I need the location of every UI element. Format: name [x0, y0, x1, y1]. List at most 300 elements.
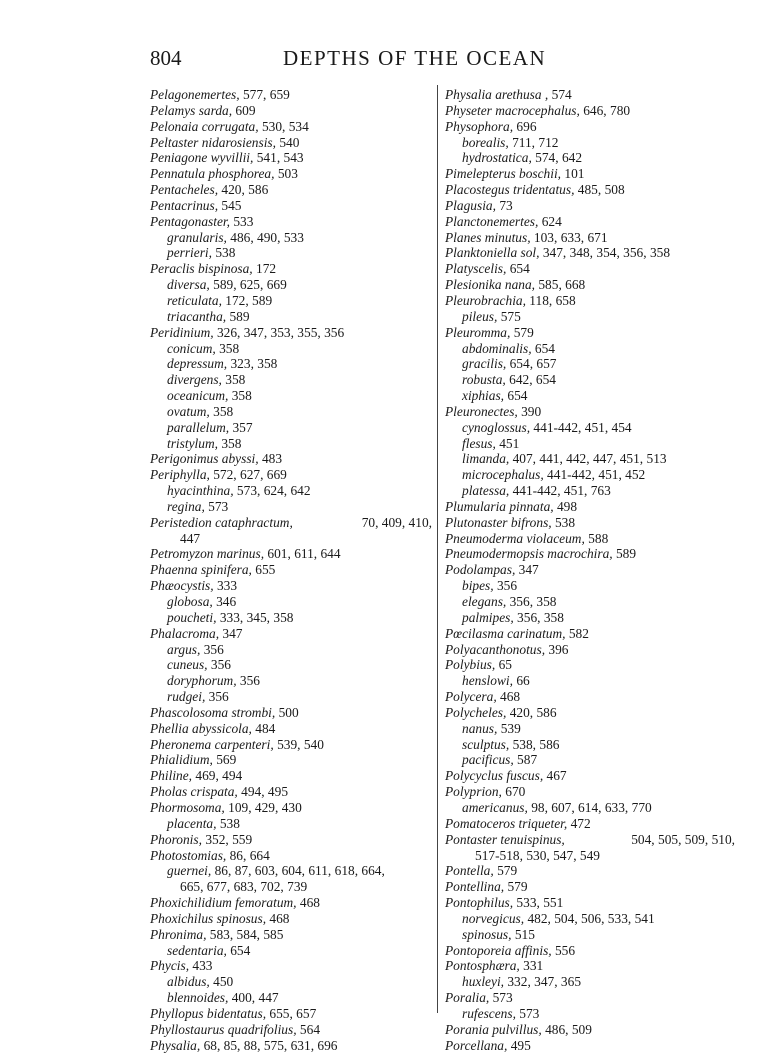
index-entry: [150, 467, 432, 483]
entry-term: Phoxichilidium femoratum,: [150, 895, 297, 911]
entry-term: Phronima,: [150, 926, 207, 942]
index-entry: [150, 103, 432, 119]
index-entry: [150, 1038, 432, 1053]
entry-pages: 588: [584, 530, 609, 546]
entry-pages: 579: [510, 324, 534, 340]
entry-term: Pelamys sarda,: [150, 102, 233, 118]
index-entry: [445, 657, 735, 673]
entry-pages: 358: [209, 403, 234, 419]
entry-pages: 356, 358: [506, 594, 557, 609]
index-entry: [150, 261, 432, 277]
entry-pages: 433: [189, 958, 213, 974]
entry-pages: 482, 504, 506, 533, 541: [524, 910, 655, 926]
index-entry: [150, 150, 432, 166]
index-entry: [445, 832, 735, 848]
index-subentry: [445, 483, 735, 499]
index-entry: [445, 531, 735, 547]
entry-pages: 468: [296, 895, 320, 911]
entry-term: Physophora,: [445, 118, 514, 134]
entry-pages: 579: [504, 879, 528, 895]
entry-pages: 468: [266, 910, 290, 926]
entry-term: diversa,: [167, 277, 210, 293]
index-subentry: [150, 420, 432, 436]
index-subentry: [150, 499, 432, 515]
entry-pages: 73: [495, 197, 513, 213]
index-entry: [150, 800, 432, 816]
entry-pages: 670: [501, 784, 526, 800]
entry-pages: 118, 658: [525, 292, 576, 308]
running-head: DEPTHS OF THE OCEAN: [283, 46, 547, 70]
entry-term: Peniagone wyvillii,: [150, 150, 254, 166]
entry-term: Pelonaia corrugata,: [150, 118, 259, 134]
entry-term: Poralia,: [445, 990, 490, 1006]
entry-pages: 665, 677, 683, 702, 739: [180, 879, 308, 895]
entry-pages: 582: [565, 625, 589, 641]
entry-pages: 358: [228, 388, 252, 404]
entry-term: huxleyi,: [462, 974, 505, 990]
entry-term: Pontosphæra,: [445, 958, 520, 974]
entry-term: Phæocystis,: [150, 578, 214, 594]
index-entry: [445, 546, 735, 562]
index-entry: [150, 752, 432, 768]
entry-term: borealis,: [462, 134, 509, 150]
index-subentry: [150, 483, 432, 499]
entry-pages: 484: [251, 720, 276, 736]
entry-pages: 577, 659: [239, 87, 290, 102]
entry-term: Platyscelis,: [445, 261, 507, 277]
entry-term: Phialidium,: [150, 752, 213, 768]
entry-term: tristylum,: [167, 435, 218, 451]
entry-term: abdominalis,: [462, 340, 532, 356]
index-subentry: [150, 277, 432, 293]
index-entry: [445, 277, 735, 293]
index-entry: [150, 911, 432, 927]
entry-term: Polyacanthonotus,: [445, 641, 546, 657]
index-subentry: [445, 673, 735, 689]
entry-term: cynoglossus,: [462, 419, 531, 435]
entry-pages: 573, 624, 642: [233, 483, 311, 499]
entry-term: guernei,: [167, 863, 212, 879]
index-entry: [445, 562, 735, 578]
index-entry: [150, 737, 432, 753]
index-subentry: [445, 974, 735, 990]
entry-pages: 352, 559: [201, 831, 253, 847]
index-entry: [445, 261, 735, 277]
entry-term: Peridinium,: [150, 324, 214, 340]
entry-term: Pontellina,: [445, 879, 505, 895]
entry-term: Physalia,: [150, 1037, 201, 1053]
index-subentry: [150, 657, 432, 673]
index-subentry: [445, 372, 735, 388]
entry-term: Pheronema carpenteri,: [150, 736, 274, 752]
index-entry: [150, 119, 432, 135]
entry-term: Plagusia,: [445, 197, 496, 213]
entry-term: Pontophilus,: [445, 895, 514, 911]
entry-term: reticulata,: [167, 292, 222, 308]
index-entry: [150, 87, 432, 103]
entry-term: cuneus,: [167, 657, 208, 673]
index-subentry: [150, 610, 432, 626]
entry-pages: 573: [204, 498, 229, 514]
index-entry: [150, 325, 432, 341]
entry-term: poucheti,: [167, 609, 217, 625]
entry-term: sculptus,: [462, 736, 510, 752]
index-subentry: [150, 990, 432, 1006]
index-subentry: [445, 388, 735, 404]
entry-term: Phalacroma,: [150, 625, 220, 641]
entry-term: triacantha,: [167, 308, 227, 324]
index-entry: [445, 198, 735, 214]
entry-pages: 356, 358: [513, 609, 564, 625]
index-subentry: [445, 467, 735, 483]
entry-term: Phyllopus bidentatus,: [150, 1005, 267, 1021]
entry-pages: 420, 586: [218, 182, 269, 198]
entry-pages: 539, 540: [273, 736, 324, 752]
entry-pages: 579: [493, 863, 518, 879]
entry-pages: 589, 625, 669: [209, 277, 287, 293]
entry-pages: 696: [513, 118, 537, 134]
index-entry-continuation: [445, 848, 735, 864]
page-header: [150, 46, 740, 76]
index-entry: [445, 182, 735, 198]
entry-pages: 407, 441, 442, 447, 451, 513: [509, 451, 667, 467]
entry-pages: 574, 642: [531, 150, 583, 166]
entry-pages: 609: [232, 102, 256, 118]
entry-pages: 356: [207, 657, 231, 673]
entry-pages: 538, 586: [509, 736, 560, 752]
entry-pages: 573: [515, 1005, 540, 1021]
index-entry: [445, 499, 735, 515]
entry-term: Pneumoderma violaceum,: [445, 530, 585, 546]
index-subentry: [445, 800, 735, 816]
entry-term: doryphorum,: [167, 673, 237, 689]
index-entry: [445, 119, 735, 135]
entry-pages: 109, 429, 430: [224, 799, 302, 815]
entry-term: Phoronis,: [150, 831, 202, 847]
entry-term: palmipes,: [462, 609, 514, 625]
entry-pages: 575: [497, 308, 521, 324]
index-entry: [445, 166, 735, 182]
entry-term: Plumularia pinnata,: [445, 498, 554, 514]
entry-pages: 68, 85, 88, 575, 631, 696: [200, 1037, 338, 1053]
entry-term: Porania pulvillus,: [445, 1021, 542, 1037]
entry-term: divergens,: [167, 372, 222, 388]
index-entry: [150, 927, 432, 943]
entry-pages: 538: [216, 815, 240, 831]
entry-term: norvegicus,: [462, 910, 525, 926]
entry-pages: 400, 447: [228, 990, 279, 1006]
index-entry: [445, 990, 735, 1006]
index-column-right: [445, 87, 735, 1053]
index-subentry: [150, 436, 432, 452]
entry-term: Pontoporeia affinis,: [445, 942, 552, 958]
index-entry: [150, 626, 432, 642]
entry-term: pileus,: [462, 308, 498, 324]
entry-term: granularis,: [167, 229, 227, 245]
entry-term: blennoides,: [167, 990, 229, 1006]
index-entry: [150, 1006, 432, 1022]
entry-pages: 358: [221, 372, 246, 388]
entry-pages: 494, 495: [237, 784, 289, 800]
entry-term: regina,: [167, 498, 205, 514]
entry-pages: 420, 586: [506, 704, 557, 720]
index-entry: [150, 515, 432, 531]
index-subentry: [445, 436, 735, 452]
entry-term: Physeter macrocephalus,: [445, 102, 580, 118]
entry-term: Polycheles,: [445, 704, 507, 720]
index-entry: [445, 879, 735, 895]
entry-pages: 396: [545, 641, 569, 657]
entry-term: ovatum,: [167, 403, 210, 419]
entry-pages: 486, 490, 533: [226, 229, 304, 245]
index-entry: [445, 689, 735, 705]
index-entry: [445, 784, 735, 800]
entry-pages: 469, 494: [192, 768, 243, 784]
entry-pages: 498: [553, 498, 578, 514]
entry-pages: 500: [275, 704, 299, 720]
index-subentry: [445, 451, 735, 467]
index-entry: [445, 768, 735, 784]
entry-pages: 441-442, 451, 763: [509, 483, 611, 499]
index-subentry: [445, 309, 735, 325]
index-entry-continuation: [150, 879, 432, 895]
entry-term: Periphylla,: [150, 467, 210, 483]
entry-pages: 450: [209, 974, 234, 990]
entry-pages: 441-442, 451, 452: [543, 467, 646, 483]
entry-pages: 495: [507, 1037, 531, 1053]
entry-pages: 654: [506, 261, 530, 277]
entry-term: Pholas crispata,: [150, 784, 238, 800]
index-subentry: [445, 150, 735, 166]
index-entry: [150, 451, 432, 467]
entry-term: Phyllostaurus quadrifolius,: [150, 1021, 297, 1037]
entry-term: flesus,: [462, 435, 496, 451]
entry-term: Pleurobrachia,: [445, 292, 526, 308]
entry-pages: 332, 347, 365: [504, 974, 582, 990]
index-subentry: [445, 721, 735, 737]
entry-term: conicum,: [167, 340, 216, 356]
entry-term: rudgei,: [167, 689, 206, 705]
index-entry: [150, 562, 432, 578]
entry-pages: 358: [217, 435, 242, 451]
index-entry: [150, 166, 432, 182]
entry-term: parallelum,: [167, 419, 230, 435]
index-subentry: [445, 911, 735, 927]
entry-term: Pontella,: [445, 863, 494, 879]
entry-term: Peristedion cataphractum,: [150, 514, 293, 530]
entry-pages: 86, 87, 603, 604, 611, 618, 664,: [211, 863, 385, 879]
index-subentry: [150, 245, 432, 261]
entry-term: Peraclis bispinosa,: [150, 261, 253, 277]
index-subentry: [150, 356, 432, 372]
index-entry: [445, 626, 735, 642]
index-entry: [150, 1022, 432, 1038]
entry-pages: 624: [538, 213, 562, 229]
index-entry: [445, 958, 735, 974]
entry-pages: 517-518, 530, 547, 549: [475, 847, 600, 863]
index-subentry: [150, 943, 432, 959]
entry-pages: 356: [205, 689, 229, 705]
entry-pages: 483: [258, 451, 283, 467]
entry-pages: 390: [517, 403, 542, 419]
entry-term: henslowi,: [462, 673, 513, 689]
entry-term: Petromyzon marinus,: [150, 546, 265, 562]
entry-term: Pentagonaster,: [150, 213, 230, 229]
index-subentry: [445, 752, 735, 768]
entry-pages: 347: [515, 562, 539, 578]
entry-term: Pennatula phosphorea,: [150, 166, 275, 182]
index-entry: [445, 103, 735, 119]
entry-term: Polycyclus fuscus,: [445, 768, 544, 784]
entry-pages: 447: [180, 530, 201, 546]
entry-term: Pleuronectes,: [445, 403, 518, 419]
entry-pages: 356: [236, 673, 260, 689]
index-subentry: [150, 388, 432, 404]
index-entry: [445, 230, 735, 246]
entry-pages: 326, 347, 353, 355, 356: [213, 324, 345, 340]
index-entry: [445, 245, 735, 261]
index-entry: [445, 214, 735, 230]
index-entry: [445, 293, 735, 309]
index-entry: [445, 816, 735, 832]
index-subentry: [150, 293, 432, 309]
entry-pages: 331: [519, 958, 544, 974]
index-entry: [150, 848, 432, 864]
entry-term: Pleuromma,: [445, 324, 511, 340]
index-subentry: [150, 673, 432, 689]
entry-term: Polybius,: [445, 657, 496, 673]
entry-term: Photostomias,: [150, 847, 227, 863]
entry-pages: 654, 657: [506, 356, 557, 372]
entry-term: Polycera,: [445, 689, 497, 705]
index-subentry: [445, 341, 735, 357]
index-subentry: [150, 863, 432, 879]
entry-term: Pentacheles,: [150, 182, 219, 198]
index-subentry: [150, 974, 432, 990]
entry-term: Planktoniella sol,: [445, 245, 540, 261]
index-subentry: [150, 341, 432, 357]
index-subentry: [150, 309, 432, 325]
entry-pages: 587: [513, 752, 538, 768]
index-subentry: [445, 356, 735, 372]
entry-pages: 654: [504, 388, 528, 404]
entry-term: Pomatoceros triqueter,: [445, 815, 568, 831]
entry-term: albidus,: [167, 974, 210, 990]
entry-term: Planes minutus,: [445, 229, 531, 245]
entry-pages: 346: [212, 594, 237, 609]
entry-pages: 646, 780: [579, 102, 631, 118]
index-entry: [150, 182, 432, 198]
entry-pages: 711, 712: [508, 134, 559, 150]
entry-pages: 654: [531, 340, 555, 356]
entry-term: Pœcilasma carinatum,: [445, 625, 566, 641]
entry-term: perrieri,: [167, 245, 213, 261]
entry-pages: 103, 633, 671: [530, 229, 608, 245]
index-entry: [150, 768, 432, 784]
entry-term: Pentacrinus,: [150, 197, 219, 213]
index-entry: [150, 784, 432, 800]
entry-pages: 70, 409, 410,: [361, 514, 432, 530]
entry-term: platessa,: [462, 483, 510, 499]
index-subentry: [150, 689, 432, 705]
entry-term: Phycis,: [150, 958, 190, 974]
entry-pages: 589: [226, 308, 250, 324]
index-entry: [150, 578, 432, 594]
entry-term: globosa,: [167, 594, 213, 609]
index-entry: [150, 832, 432, 848]
entry-pages: 545: [218, 197, 242, 213]
index-entry: [150, 895, 432, 911]
entry-term: Podolampas,: [445, 562, 516, 578]
index-entry: [150, 198, 432, 214]
entry-pages: 540: [275, 134, 300, 150]
entry-term: Planctonemertes,: [445, 213, 539, 229]
index-entry: [445, 1038, 735, 1053]
entry-term: nanus,: [462, 720, 498, 736]
index-subentry: [150, 404, 432, 420]
entry-pages: 572, 627, 669: [209, 467, 287, 483]
index-entry: [445, 325, 735, 341]
entry-pages: 533: [229, 213, 254, 229]
entry-term: Pontaster tenuispinus,: [445, 831, 565, 847]
entry-pages: 530, 534: [258, 118, 309, 134]
entry-term: Phellia abyssicola,: [150, 720, 252, 736]
entry-term: microcephalus,: [462, 467, 544, 483]
entry-term: depressum,: [167, 356, 228, 372]
page-number: 804: [150, 46, 182, 70]
entry-term: Philine,: [150, 768, 193, 784]
entry-term: gracilis,: [462, 356, 507, 372]
index-entry: [150, 546, 432, 562]
entry-pages: 541, 543: [253, 150, 304, 166]
entry-pages: 66: [512, 673, 530, 689]
entry-term: hydrostatica,: [462, 150, 532, 166]
entry-pages: 504, 505, 509, 510,: [631, 831, 735, 847]
entry-pages: 172: [252, 261, 277, 277]
entry-pages: 503: [274, 166, 298, 182]
entry-term: rufescens,: [462, 1005, 516, 1021]
entry-pages: 356: [493, 578, 518, 594]
entry-pages: 472: [567, 815, 591, 831]
index-subentry: [445, 737, 735, 753]
index-subentry: [445, 578, 735, 594]
index-column-left: [150, 87, 432, 1053]
index-subentry: [445, 594, 735, 610]
index-entry: [445, 1022, 735, 1038]
entry-term: Phascolosoma strombi,: [150, 704, 276, 720]
entry-term: Phaenna spinifera,: [150, 562, 252, 578]
entry-term: sedentaria,: [167, 942, 227, 958]
entry-term: spinosus,: [462, 926, 512, 942]
entry-pages: 467: [543, 768, 567, 784]
index-entry: [150, 705, 432, 721]
index-entry: [150, 721, 432, 737]
entry-pages: 333, 345, 358: [216, 609, 294, 625]
entry-term: elegans,: [462, 594, 507, 609]
entry-term: Physalia arethusa ,: [445, 87, 549, 102]
entry-pages: 356: [200, 641, 224, 657]
entry-term: xiphias,: [462, 388, 505, 404]
entry-pages: 98, 607, 614, 633, 770: [527, 799, 652, 815]
entry-pages: 86, 664: [226, 847, 270, 863]
entry-pages: 468: [496, 689, 521, 705]
entry-pages: 642, 654: [505, 372, 556, 388]
entry-term: Phormosoma,: [150, 799, 225, 815]
entry-pages: 451: [495, 435, 520, 451]
entry-term: Plesionika nana,: [445, 277, 536, 293]
index-subentry: [445, 1006, 735, 1022]
entry-pages: 441-442, 451, 454: [530, 419, 632, 435]
